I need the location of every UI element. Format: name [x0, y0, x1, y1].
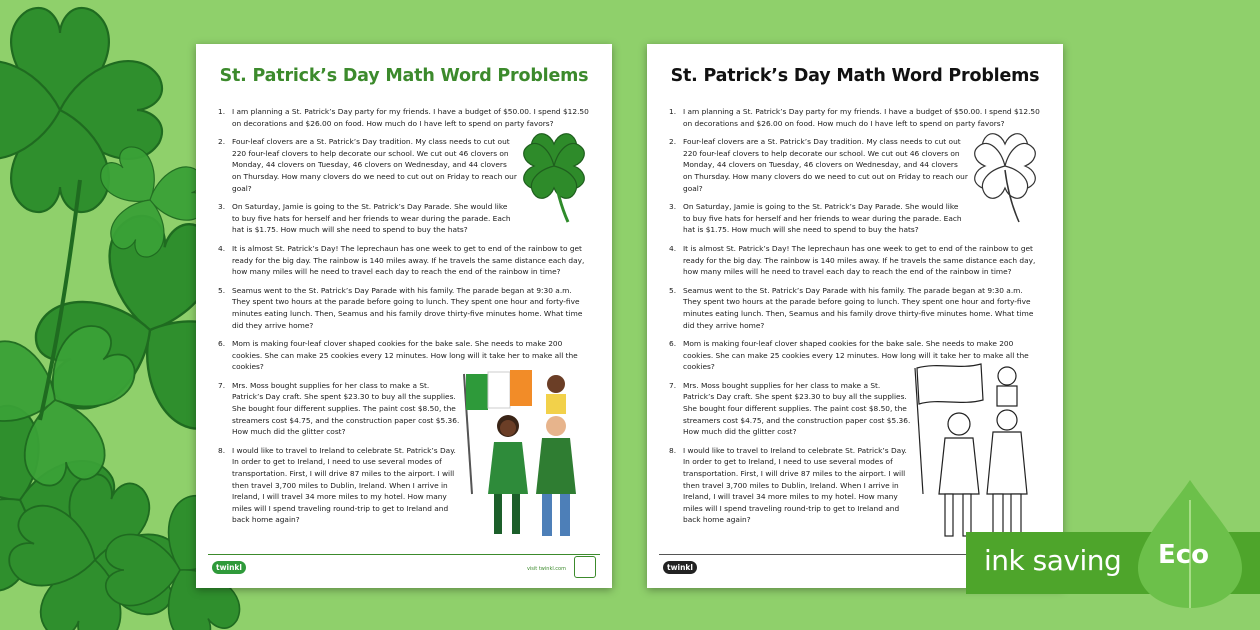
problem-7: 7. Mrs. Moss bought supplies for her class to make a St. Patrick’s Day craft. She spent $23.30 to buy all the supplies. She bought four different supplies. The paint cost $8.50, the streamers cost $4.75, and the construction paper cost $5.36. How much did the glitter cost?	[218, 380, 460, 437]
worksheet-footer	[208, 554, 600, 578]
people-parade-illustration	[909, 354, 1049, 544]
eco-label: Eco	[1158, 540, 1210, 570]
problem-7: 7. Mrs. Moss bought supplies for her class to make a St. Patrick’s Day craft. She spent $23.30 to buy all the supplies. She bought four different supplies. The paint cost $8.50, the streamers cost $4.75, and the construction paper cost $5.36. How much did the glitter cost?	[669, 380, 911, 437]
worksheet-title: St. Patrick’s Day Math Word Problems	[219, 66, 589, 86]
problem-4: 4. It is almost St. Patrick’s Day! The leprechaun has one week to get to end of the rainbow to get ready for the big day. The rainbow is 140 miles away. If he travels the same distance each day, how many miles will he need to travel each day to reach the end of the rainbow in time?	[669, 243, 1036, 277]
worksheet-color	[196, 44, 612, 588]
quality-badge-icon	[574, 556, 596, 578]
people-parade-illustration	[458, 364, 598, 544]
problem-4: 4. It is almost St. Patrick’s Day! The leprechaun has one week to get to end of the rainbow to get ready for the big day. The rainbow is 140 miles away. If he travels the same distance each day, how many miles will he need to travel each day to reach the end of the rainbow in time?	[218, 243, 585, 277]
problem-3: 3. On Saturday, Jamie is going to the St. Patrick’s Day Parade. She would like to buy five hats for herself and her friends to wear during the parade. Each hat is $1.75. How much will she need to spend to buy the hats?	[669, 202, 962, 235]
problem-8: 8. I would like to travel to Ireland to celebrate St. Patrick’s Day. In order to get to Ireland, I need to use several modes of transportation. First, I will drive 87 miles to the airport. I will then travel 3,700 miles to Dublin, Ireland. When I arrive in Ireland, I will travel 34 more miles to my hotel. How many miles will I spend traveling round-trip to get to Ireland and back home again?	[218, 445, 456, 525]
twinkl-logo: twinkl	[212, 561, 246, 574]
four-leaf-clover-icon	[969, 126, 1041, 226]
problem-1: 1. I am planning a St. Patrick’s Day party for my friends. I have a budget of $50.00. I spend $12.50 on decorations and $26.00 on food. How much do I have left to spend on party favors?	[218, 107, 589, 128]
problem-2: 2. Four-leaf clovers are a St. Patrick’s Day tradition. My class needs to cut out 220 four-leaf clovers to help decorate our school. We cut out 46 clovers on Monday, 44 clovers on Tuesday, 46 clovers on Wednesday, and 44 clovers on Thursday. How many clovers do we need to cut out on Friday to reach our goal?	[669, 137, 968, 193]
problem-6: 6. Mom is making four-leaf clover shaped cookies for the bake sale. She needs to make 200 cookies. She can make 25 cookies every 12 minutes. How long will it take her to make all the cookies?	[669, 339, 1029, 372]
worksheet-title: St. Patrick’s Day Math Word Problems	[670, 66, 1040, 86]
ink-saving-label: ink saving	[984, 544, 1122, 577]
twinkl-logo: twinkl	[663, 561, 697, 574]
problem-2: 2. Four-leaf clovers are a St. Patrick’s Day tradition. My class needs to cut out 220 four-leaf clovers to help decorate our school. We cut out 46 clovers on Monday, 44 clovers on Tuesday, 46 clovers on Wednesday, and 44 clovers on Thursday. How many clovers do we need to cut out on Friday to reach our goal?	[218, 137, 517, 193]
four-leaf-clover-icon	[518, 126, 590, 226]
problem-5: 5. Seamus went to the St. Patrick’s Day Parade with his family. The parade began at 9:30 a.m. They spent two hours at the parade before going to lunch. They spent one hour and forty-five minutes eating lunch. Then, Seamus and his family drove thirty-five minutes home. What time did they arrive home?	[218, 285, 583, 330]
worksheet-ink-saving	[647, 44, 1063, 588]
problem-1: 1. I am planning a St. Patrick’s Day party for my friends. I have a budget of $50.00. I spend $12.50 on decorations and $26.00 on food. How much do I have left to spend on party favors?	[669, 107, 1040, 128]
problem-6: 6. Mom is making four-leaf clover shaped cookies for the bake sale. She needs to make 200 cookies. She can make 25 cookies every 12 minutes. How long will it take her to make all the cookies?	[218, 339, 578, 372]
visit-link[interactable]: visit twinkl.com	[526, 566, 566, 572]
problem-3: 3. On Saturday, Jamie is going to the St. Patrick’s Day Parade. She would like to buy five hats for herself and her friends to wear during the parade. Each hat is $1.75. How much will she need to spend to buy the hats?	[218, 202, 511, 235]
problem-5: 5. Seamus went to the St. Patrick’s Day Parade with his family. The parade began at 9:30 a.m. They spent two hours at the parade before going to lunch. They spent one hour and forty-five minutes eating lunch. Then, Seamus and his family drove thirty-five minutes home. What time did they arrive home?	[669, 285, 1034, 330]
problem-8: 8. I would like to travel to Ireland to celebrate St. Patrick’s Day. In order to get to Ireland, I need to use several modes of transportation. First, I will drive 87 miles to the airport. I will then travel 3,700 miles to Dublin, Ireland. When I arrive in Ireland, I will travel 34 more miles to my hotel. How many miles will I spend traveling round-trip to get to Ireland and back home again?	[669, 445, 907, 525]
